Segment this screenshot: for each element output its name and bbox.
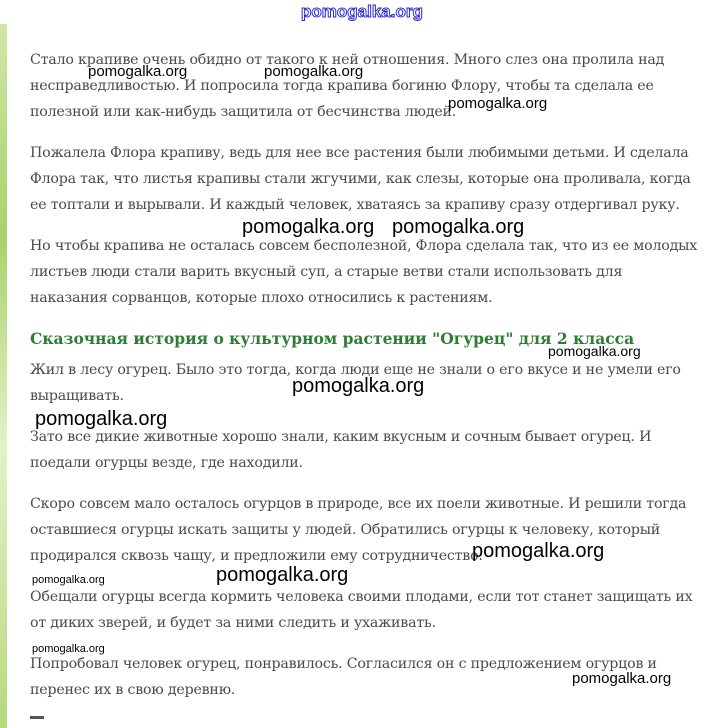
text-line: Флора так, что листья крапивы стали жгучими, как слезы, которые она проливала, когда (30, 171, 691, 187)
watermark: pomogalka.org (264, 63, 364, 80)
watermark: pomogalka.org (88, 63, 188, 80)
text-line: Обещали огурцы всегда кормить человека своими плодами, если тот станет защищать их (30, 589, 693, 605)
watermark: pomogalka.org (32, 574, 105, 586)
text-line: поедали огурцы везде, где находили. (30, 455, 303, 471)
watermark: pomogalka.org (32, 643, 105, 655)
watermark: pomogalka.org (35, 408, 168, 430)
left-decoration-strip (0, 24, 7, 728)
cut-off-text (30, 716, 44, 719)
watermark: pomogalka.org (472, 540, 605, 562)
text-line: оставшиеся огурцы искать защиты у людей. Обратились огурцы к человеку, который (30, 522, 661, 538)
watermark: pomogalka.org (292, 375, 425, 397)
text-line: выращивать. (30, 388, 124, 404)
text-line: наказания сорванцов, которые плохо относились к растениям. (30, 290, 493, 306)
text-line: от диких зверей, и будет за ними следить и ухаживать. (30, 615, 436, 631)
watermark: pomogalka.org (242, 216, 375, 238)
text-line: ее топтали и вырывали. И каждый человек, хватаясь за крапиву сразу отдергивал руку. (30, 197, 680, 213)
text-line: Попробовал человек огурец, понравилось. Согласился он с предложением огурцов и (30, 656, 657, 672)
text-line: перенес их в свою деревню. (30, 682, 236, 698)
watermark: pomogalka.org (301, 2, 423, 21)
section-heading: Сказочная история о культурном растении "Огурец" для 2 класса (30, 329, 635, 348)
text-line: Пожалела Флора крапиву, ведь для нее все растения были любимыми детьми. И сделала (30, 145, 689, 161)
text-line: Но чтобы крапива не осталась совсем бесполезной, Флора сделала так, что из ее молодых (30, 238, 698, 254)
text-line: полезной или как-нибудь защитила от бесчинства людей. (30, 104, 457, 120)
text-line: листьев люди стали варить вкусный суп, а старые ветви стали использовать для (30, 264, 623, 280)
watermark: pomogalka.org (572, 670, 672, 687)
text-line: Зато все дикие животные хорошо знали, каким вкусным и сочным бывает огурец. И (30, 429, 652, 445)
text-line: продирался сквозь чащу, и предложили ему сотрудничество. (30, 548, 483, 564)
watermark: pomogalka.org (392, 216, 525, 238)
text-line: несправедливостью. И попросила тогда крапива богиню Флору, чтобы та сделала ее (30, 78, 654, 94)
text-line: Жил в лесу огурец. Было это тогда, когда люди еще не знали о его вкусе и не умели его (30, 362, 681, 378)
text-line: Скоро совсем мало осталось огурцов в природе, все их поели животные. И решили тогда (30, 496, 687, 512)
watermark: pomogalka.org (448, 95, 548, 112)
text-line: Стало крапиве очень обидно от такого к ней отношения. Много слез она пролила над (30, 52, 665, 68)
watermark: pomogalka.org (548, 343, 641, 359)
watermark: pomogalka.org (216, 564, 349, 586)
